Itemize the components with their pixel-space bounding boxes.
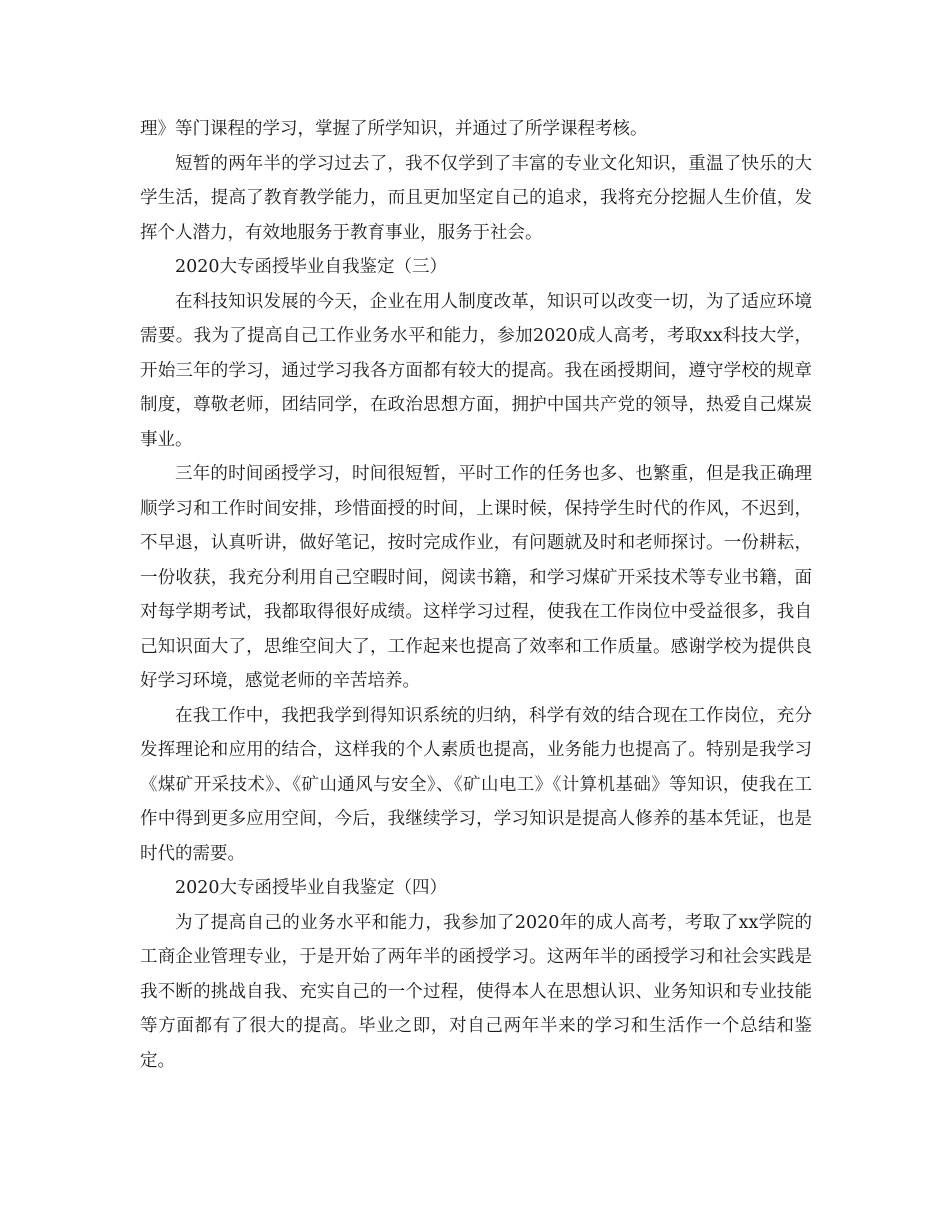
section-heading: 2020大专函授毕业自我鉴定（三） bbox=[175, 257, 448, 277]
paragraph-body: 在我工作中，我把我学到得知识系统的归纳，科学有效的结合现在工作岗位，充分发挥理论和应用的结合，这样我的个人素质也提高，业务能力也提高了。特别是我学习《煤矿开采技术》、《矿山通风与安全》、《矿山电工》《计算机基础》等知识，使我在工作中得到更多应用空间，今后，我继续学习，学习知识是提高人修养的基本凭证，也是时代的需要。 bbox=[140, 705, 812, 864]
paragraph-body: 在科技知识发展的今天，企业在用人制度改革，知识可以改变一切，为了适应环境需要。我为了提高自己工作业务水平和能力，参加2020成人高考，考取xx科技大学，开始三年的学习，通过学习我各方面都有较大的提高。我在函授期间，遵守学校的规章制度，尊敬老师，团结同学，在政治思想方面，拥护中国共产党的领导，热爱自己煤炭事业。 bbox=[140, 291, 812, 450]
paragraph-continuation: 理》等门课程的学习，掌握了所学知识，并通过了所学课程考核。 bbox=[140, 119, 648, 139]
section-heading: 2020大专函授毕业自我鉴定（四） bbox=[175, 878, 448, 898]
paragraph-body: 三年的时间函授学习，时间很短暂，平时工作的任务也多、也繁重，但是我正确理顺学习和工作时间安排，珍惜面授的时间，上课时候，保持学生时代的作风，不迟到，不早退，认真听讲，做好笔记，按时完成作业，有问题就及时和老师探讨。一份耕耘，一份收获，我充分利用自己空暇时间，阅读书籍，和学习煤矿开采技术等专业书籍，面对每学期考试，我都取得很好成绩。这样学习过程，使我在工作岗位中受益很多，我自己知识面大了，思维空间大了，工作起来也提高了效率和工作质量。感谢学校为提供良好学习环境，感觉老师的辛苦培养。 bbox=[140, 464, 812, 691]
paragraph-body: 为了提高自己的业务水平和能力，我参加了2020年的成人高考，考取了xx学院的工商企业管理专业，于是开始了两年半的函授学习。这两年半的函授学习和社会实践是我不断的挑战自我、充实自己的一个过程，使得本人在思想认识、业务知识和专业技能等方面都有了很大的提高。毕业之即，对自己两年半来的学习和生活作一个总结和鉴定。 bbox=[140, 912, 812, 1071]
paragraph-body: 短暂的两年半的学习过去了，我不仅学到了丰富的专业文化知识，重温了快乐的大学生活，提高了教育教学能力，而且更加坚定自己的追求，我将充分挖掘人生价值，发挥个人潜力，有效地服务于教育事业，服务于社会。 bbox=[140, 153, 812, 243]
document-body bbox=[140, 112, 812, 1078]
